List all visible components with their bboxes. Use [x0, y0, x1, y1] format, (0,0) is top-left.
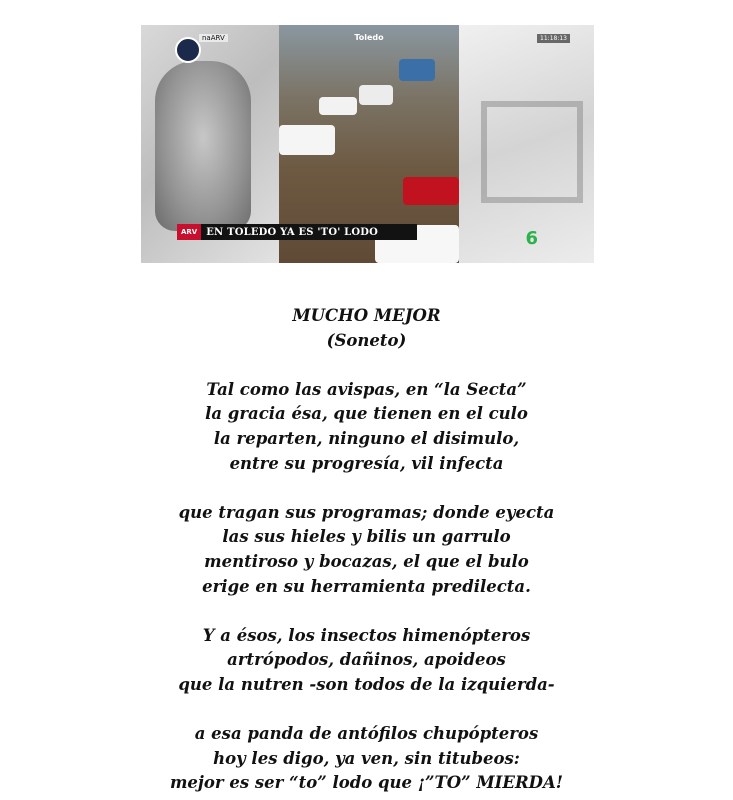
poem-line: que tragan sus programas; donde eyecta [178, 502, 555, 522]
poem-line: Y a ésos, los insectos himenópteros [202, 625, 531, 645]
poem-subtitle: (Soneto) [326, 330, 407, 350]
poem-line: a esa panda de antófilos chupópteros [194, 724, 539, 744]
poem-line: Tal como las avispas, en “la Secta” [206, 379, 527, 399]
poem-line: hoy les digo, ya ven, sin titubeos: [213, 748, 520, 768]
poem-line: mentiroso y bocazas, el que el bulo [204, 551, 529, 571]
ticker-headline: EN TOLEDO YA ES 'TO' LODO [206, 226, 379, 238]
poem-line: erige en su herramienta predilecta. [202, 576, 531, 596]
poem-title: MUCHO MEJOR [292, 306, 441, 325]
poem-line: que la nutren -son todos de la izquierda- [178, 674, 555, 694]
watermark-text: naARV [199, 34, 228, 42]
news-screenshot [141, 25, 594, 263]
arv-logo-shape [481, 101, 583, 203]
car-image [359, 85, 393, 105]
poem-line: la gracia ésa, que tienen en el culo [205, 404, 528, 424]
statue-head-image [155, 61, 251, 231]
van-image [279, 125, 335, 155]
car-image [319, 97, 357, 115]
poem-line: las sus hieles y bilis un garrulo [222, 527, 511, 547]
clock-label: 11:18:13 [537, 34, 570, 43]
location-label: Toledo [354, 33, 384, 42]
ticker-tag: ARV [177, 224, 201, 240]
poem-line: mejor es ser “to” lodo que ¡”TO” MIERDA! [169, 773, 564, 793]
poem [0, 304, 733, 796]
poem-line: entre su progresía, vil infecta [229, 453, 504, 473]
poem-line: la reparten, ninguno el disimulo, [213, 428, 520, 448]
poem-line: artrópodos, dañinos, apoideos [227, 650, 506, 670]
channel-badge-icon [175, 37, 201, 63]
news-ticker [177, 224, 417, 240]
truck-image [399, 59, 435, 81]
channel-six-logo: 6 [525, 228, 538, 249]
red-car-image [403, 177, 459, 205]
